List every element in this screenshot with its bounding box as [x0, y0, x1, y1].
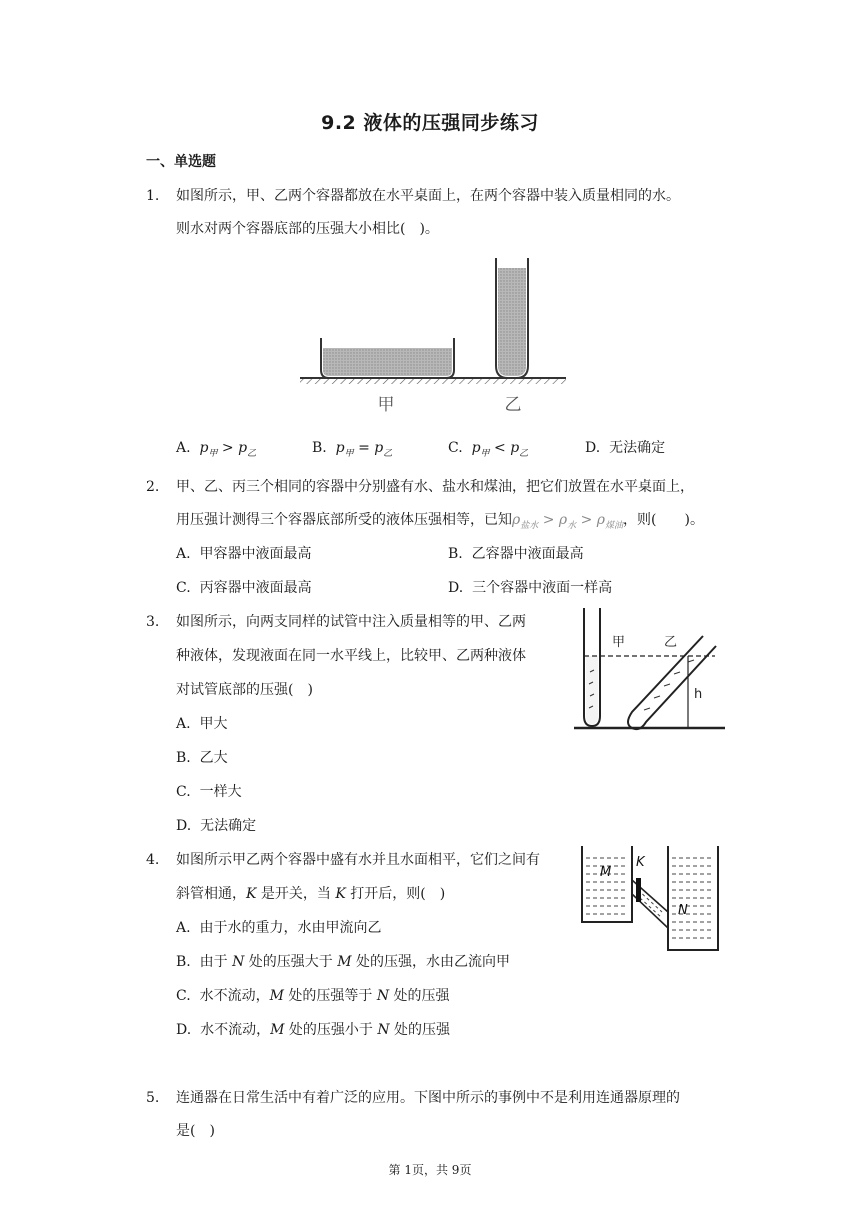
q5-line1: 连通器在日常生活中有着广泛的应用。下图中所示的事例中不是利用连通器原理的 [176, 1090, 680, 1106]
switch-k [636, 878, 641, 902]
q3-option-d: D. 无法确定 [176, 818, 257, 834]
q3-option-a: A. 甲大 [176, 716, 228, 732]
q3-option-c: C. 一样大 [176, 784, 242, 800]
q2-option-a: A. 甲容器中液面最高 [176, 546, 312, 562]
q1-option-a: A. $p_甲 > p_乙$ [176, 440, 257, 459]
q1-option-c: C. $p_甲 < p_乙$ [448, 440, 529, 459]
q2-option-b: B. 乙容器中液面最高 [448, 546, 584, 562]
q1-figure [296, 250, 576, 420]
water-a [323, 348, 452, 376]
q2-option-c: C. 丙容器中液面最高 [176, 580, 312, 596]
q4-option-d: D. 水不流动，M 处的压强小于 N 处的压强 [176, 1022, 451, 1038]
q1-line2: 则水对两个容器底部的压强大小相比( )。 [176, 221, 439, 237]
q2-line1: 甲、乙、丙三个相同的容器中分别盛有水、盐水和煤油，把它们放置在水平桌面上， [176, 479, 694, 495]
q1-option-b: B. $p_甲 = p_乙$ [312, 440, 393, 459]
q4-line1: 如图所示甲乙两个容器中盛有水并且水面相平，它们之间有 [176, 852, 540, 868]
section-heading: 一、单选题 [146, 154, 216, 170]
water-right [672, 858, 714, 938]
q1-label-b: 乙 [504, 395, 522, 415]
q1-label-a: 甲 [377, 395, 395, 415]
q4-line2: 斜管相通，K 是开关，当 K 打开后，则( ) [176, 886, 446, 902]
q4-label-n: N [678, 903, 688, 918]
q4-number: 4. [146, 852, 160, 868]
q2-option-d: D. 三个容器中液面一样高 [448, 580, 613, 596]
q1-line1: 如图所示，甲、乙两个容器都放在水平桌面上，在两个容器中装入质量相同的水。 [176, 188, 680, 204]
q1-option-d: D. 无法确定 [585, 440, 666, 456]
q2-line2: 用压强计测得三个容器底部所受的液体压强相等，已知$\rho_{盐水} > \rho_水 > \rho_{煤油}$，则( )。 [176, 512, 704, 531]
q2-number: 2. [146, 479, 160, 495]
q4-option-a: A. 由于水的重力，水由甲流向乙 [176, 920, 382, 936]
q1-number: 1. [146, 188, 160, 204]
q4-label-k: K [636, 855, 645, 870]
q3-line3: 对试管底部的压强( ) [176, 682, 313, 698]
tube-b-marks [644, 660, 694, 710]
water-b [498, 268, 526, 376]
q3-number: 3. [146, 614, 160, 630]
q3-label-b: 乙 [664, 635, 678, 650]
container-m [582, 846, 632, 922]
q3-line2: 种液体，发现液面在同一水平线上，比较甲、乙两种液体 [176, 648, 526, 664]
q4-label-m: M [600, 865, 612, 880]
q3-label-a: 甲 [612, 635, 626, 650]
q4-option-c: C. 水不流动，M 处的压强等于 N 处的压强 [176, 988, 450, 1004]
q5-line2: 是( ) [176, 1123, 215, 1139]
q3-label-h: h [694, 687, 703, 702]
q3-figure [570, 602, 730, 734]
q5-number: 5. [146, 1090, 160, 1106]
page-footer: 第 1页，共 9页 [388, 1163, 472, 1177]
q3-option-b: B. 乙大 [176, 750, 228, 766]
q3-line1: 如图所示，向两支同样的试管中注入质量相等的甲、乙两 [176, 614, 526, 630]
q4-figure [578, 842, 722, 954]
page-title: 9.2 液体的压强同步练习 [321, 112, 539, 134]
tube-a-liquid [586, 656, 598, 724]
q4-option-b: B. 由于 N 处的压强大于 M 处的压强，水由乙流向甲 [176, 954, 511, 970]
